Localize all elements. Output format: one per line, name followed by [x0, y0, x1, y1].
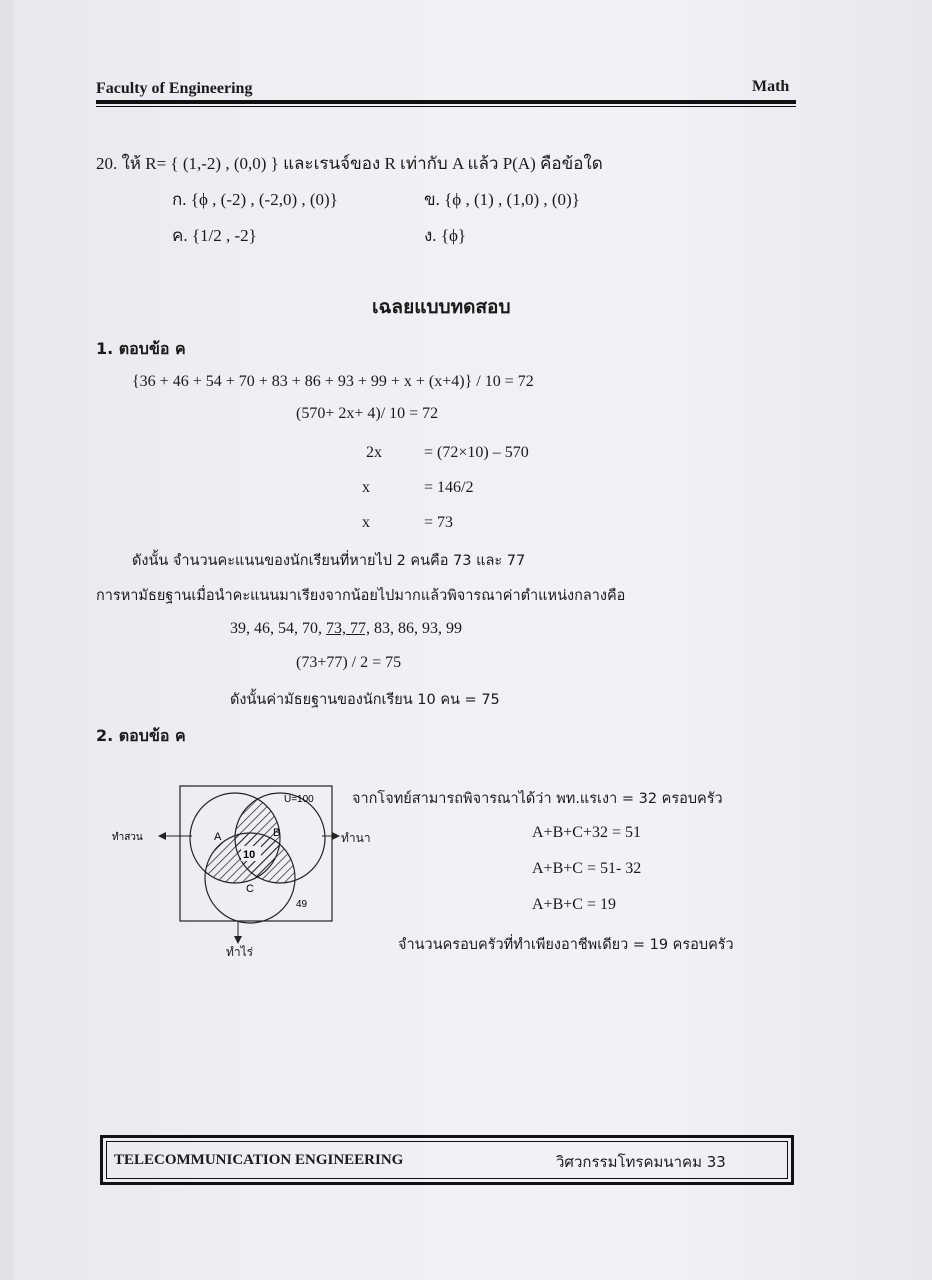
footer-department: TELECOMMUNICATION ENGINEERING: [114, 1152, 404, 1168]
answer-2-result: จำนวนครอบครัวที่ทำเพียงอาชีพเดียว = 19 ครอบครัว: [398, 937, 734, 953]
option-c: [172, 222, 257, 249]
set-c-label: C: [246, 883, 254, 895]
answer-1-eq-simplify: (570+ 2x+ 4)/ 10 = 72: [296, 405, 439, 422]
option-b-label: ข.: [424, 190, 440, 209]
option-a-label: ก.: [172, 190, 187, 209]
arrow-bottom-label: ทำไร่: [226, 945, 254, 959]
arrow-right-label: ทำนา: [341, 831, 371, 845]
sorted-scores-low: 39, 46, 54, 70,: [230, 620, 326, 637]
set-b-label: B: [273, 827, 281, 839]
answer-1-sorted-scores: [230, 620, 462, 638]
center-value: 10: [243, 849, 256, 861]
venn-diagram: [100, 778, 340, 958]
answer-1-heading: 1. ตอบข้อ ค: [96, 339, 186, 358]
header-rule: [96, 100, 796, 104]
answer-1-eq3-lhs: 2x: [366, 444, 382, 461]
answer-2-eq1: A+B+C+32 = 51: [532, 824, 641, 841]
question-20-set: 20. ให้ R= { (1,-2) , (0,0) }: [96, 154, 279, 173]
option-c-label: ค.: [172, 226, 188, 245]
answer-1-eq5-lhs: x: [362, 514, 370, 531]
header-subject: Math: [752, 78, 790, 95]
set-a-label: A: [214, 831, 222, 843]
answer-2-eq3: A+B+C = 19: [532, 896, 616, 913]
option-b: [424, 186, 580, 213]
answer-2-eq2: A+B+C = 51- 32: [532, 860, 642, 877]
answer-2-heading: 2. ตอบข้อ ค: [96, 726, 186, 745]
answer-1-eq4-rhs: = 146/2: [424, 479, 474, 496]
answer-1-eq5-rhs: = 73: [424, 514, 454, 531]
answer-1-eq3-rhs: = (72×10) – 570: [424, 444, 529, 461]
sorted-scores-middle: 73, 77,: [326, 620, 370, 637]
answer-2-shaded-statement: จากโจทย์สามารถพิจารณาได้ว่า พท.แรเงา = 32 ครอบครัว: [352, 791, 723, 807]
footer-page-label: วิศวกรรมโทรคมนาคม 33: [556, 1153, 726, 1171]
answer-1-median-result: ดังนั้นค่ามัธยฐานของนักเรียน 10 คน = 75: [230, 692, 500, 708]
outside-value: 49: [296, 899, 308, 910]
answer-1-eq-mean: {36 + 46 + 54 + 70 + 83 + 86 + 93 + 99 + x + (x+4)} / 10 = 72: [132, 373, 534, 390]
arrow-right-head: [332, 832, 340, 840]
header-faculty: Faculty of Engineering: [96, 80, 253, 97]
arrow-left-label: ทำสวน: [112, 832, 143, 843]
arrow-left-head: [158, 832, 166, 840]
sorted-scores-high: 83, 86, 93, 99: [370, 620, 462, 637]
option-b-text: {ϕ , (1) , (1,0) , (0)}: [444, 190, 580, 209]
option-a: [172, 186, 338, 213]
answers-title: เฉลยแบบทดสอบ: [372, 296, 511, 318]
answer-1-median-text: การหามัธยฐานเมื่อนำคะแนนมาเรียงจากน้อยไปมากแล้วพิจารณาค่าตำแหน่งกลางคือ: [96, 588, 626, 604]
question-20-ask: และเรนจ์ของ R เท่ากับ A แล้ว P(A) คือข้อใด: [283, 154, 603, 173]
answer-1-eq4-lhs: x: [362, 479, 370, 496]
option-d-text: {ϕ}: [440, 226, 467, 245]
answer-1-conclusion: ดังนั้น จำนวนคะแนนของนักเรียนที่หายไป 2 คนคือ 73 และ 77: [132, 553, 526, 569]
answer-1-median-calc: (73+77) / 2 = 75: [296, 654, 402, 671]
universe-label: U=100: [284, 794, 314, 805]
option-d: [424, 222, 466, 249]
option-c-text: {1/2 , -2}: [191, 226, 257, 245]
question-20-stem: [96, 150, 603, 177]
header-rule-thin: [96, 106, 796, 107]
option-d-label: ง.: [424, 226, 437, 245]
option-a-text: {ϕ , (-2) , (-2,0) , (0)}: [190, 190, 338, 209]
